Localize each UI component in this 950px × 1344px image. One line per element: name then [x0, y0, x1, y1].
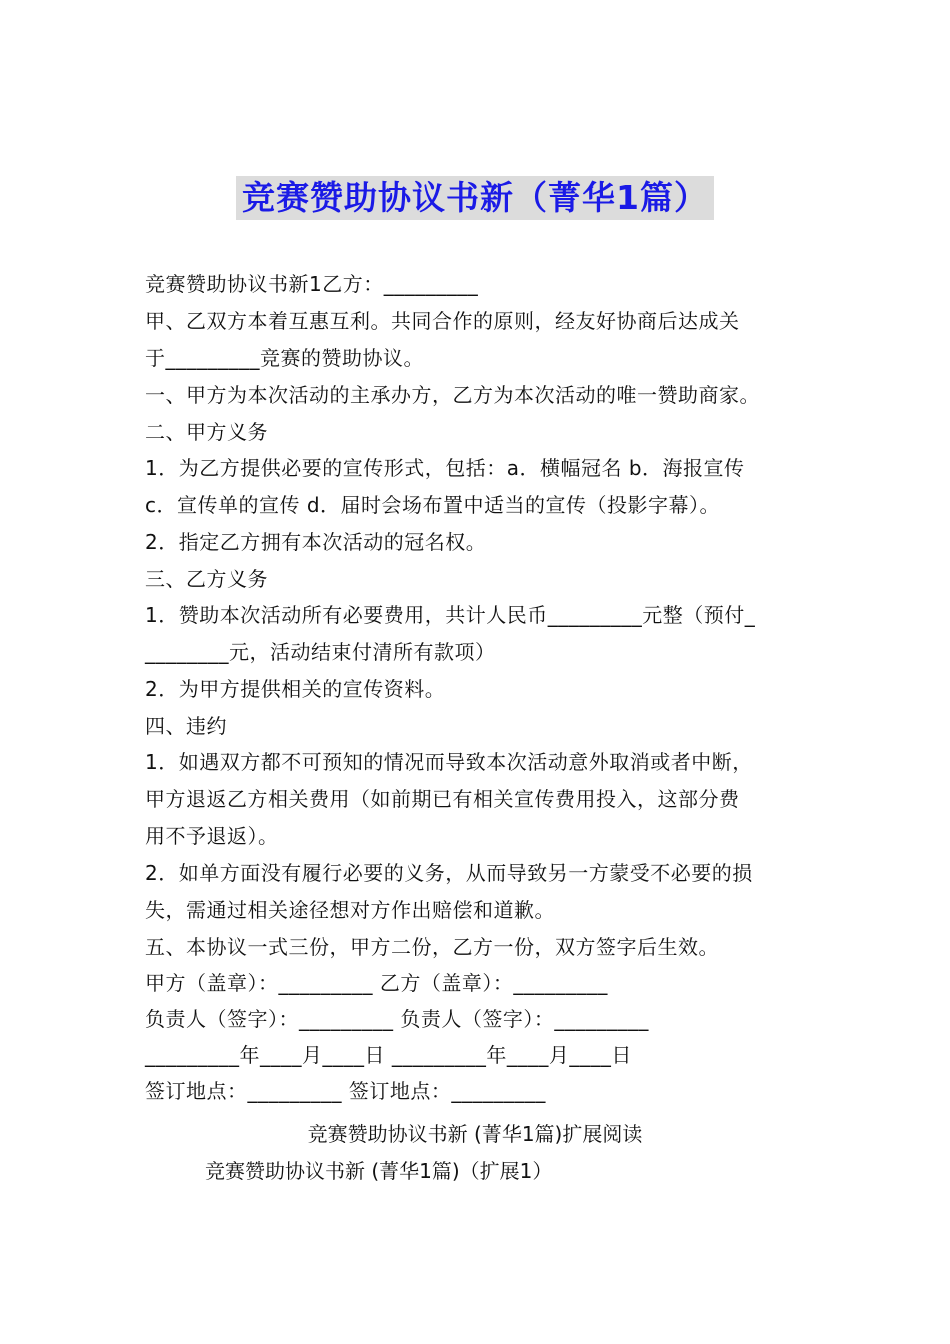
signature-date-line: _________年____月____日 _________年____月____日 — [145, 1043, 632, 1067]
body-line-preamble-2: 于_________竞赛的赞助协议。 — [145, 346, 424, 370]
clause-1: 一、甲方为本次活动的主承办方，乙方为本次活动的唯一赞助商家。 — [145, 383, 760, 407]
section-heading-party-b-duties: 三、乙方义务 — [145, 567, 268, 591]
section-heading-party-a-duties: 二、甲方义务 — [145, 420, 268, 444]
clause-5: 五、本协议一式三份，甲方二份，乙方一份，双方签字后生效。 — [145, 935, 719, 959]
signature-person-line: 负责人（签字）：_________ 负责人（签字）：_________ — [145, 1007, 649, 1031]
breach-2-line-1: 2．如单方面没有履行必要的义务，从而导致另一方蒙受不必要的损 — [145, 861, 753, 885]
party-b-duty-1-line-2: ________元，活动结束付清所有款项） — [145, 640, 496, 664]
section-heading-breach: 四、违约 — [145, 714, 227, 738]
breach-2-line-2: 失，需通过相关途径想对方作出赔偿和道歉。 — [145, 898, 555, 922]
party-a-duty-2: 2．指定乙方拥有本次活动的冠名权。 — [145, 530, 487, 554]
breach-1-line-3: 用不予退返）。 — [145, 824, 279, 848]
document-body — [145, 266, 815, 1109]
party-b-duty-2: 2．为甲方提供相关的宣传资料。 — [145, 677, 446, 701]
party-a-duty-1-line-2: c．宣传单的宣传 d．届时会场布置中适当的宣传（投影字幕）。 — [145, 493, 721, 517]
extension-heading: 竞赛赞助协议书新 (菁华1篇)扩展阅读 — [307, 1122, 643, 1146]
body-line-intro: 竞赛赞助协议书新1乙方：_________ — [145, 272, 479, 296]
signature-seal-line: 甲方（盖章）：_________ 乙方（盖章）：_________ — [145, 971, 608, 995]
title-container — [0, 176, 950, 220]
body-line-preamble-1: 甲、乙双方本着互惠互利。共同合作的原则，经友好协商后达成关 — [145, 309, 740, 333]
party-a-duty-1-line-1: 1．为乙方提供必要的宣传形式，包括：a．横幅冠名 b．海报宣传 — [145, 456, 745, 480]
signature-place-line: 签订地点：_________ 签订地点：_________ — [145, 1079, 546, 1103]
extension-subheading: 竞赛赞助协议书新 (菁华1篇)（扩展1） — [205, 1159, 553, 1183]
breach-1-line-1: 1．如遇双方都不可预知的情况而导致本次活动意外取消或者中断， — [145, 750, 753, 774]
breach-1-line-2: 甲方退返乙方相关费用（如前期已有相关宣传费用投入，这部分费 — [145, 787, 740, 811]
document-title: 竞赛赞助协议书新（菁华1篇） — [236, 176, 714, 220]
party-b-duty-1-line-1: 1．赞助本次活动所有必要费用，共计人民币_________元整（预付_ — [145, 603, 756, 627]
